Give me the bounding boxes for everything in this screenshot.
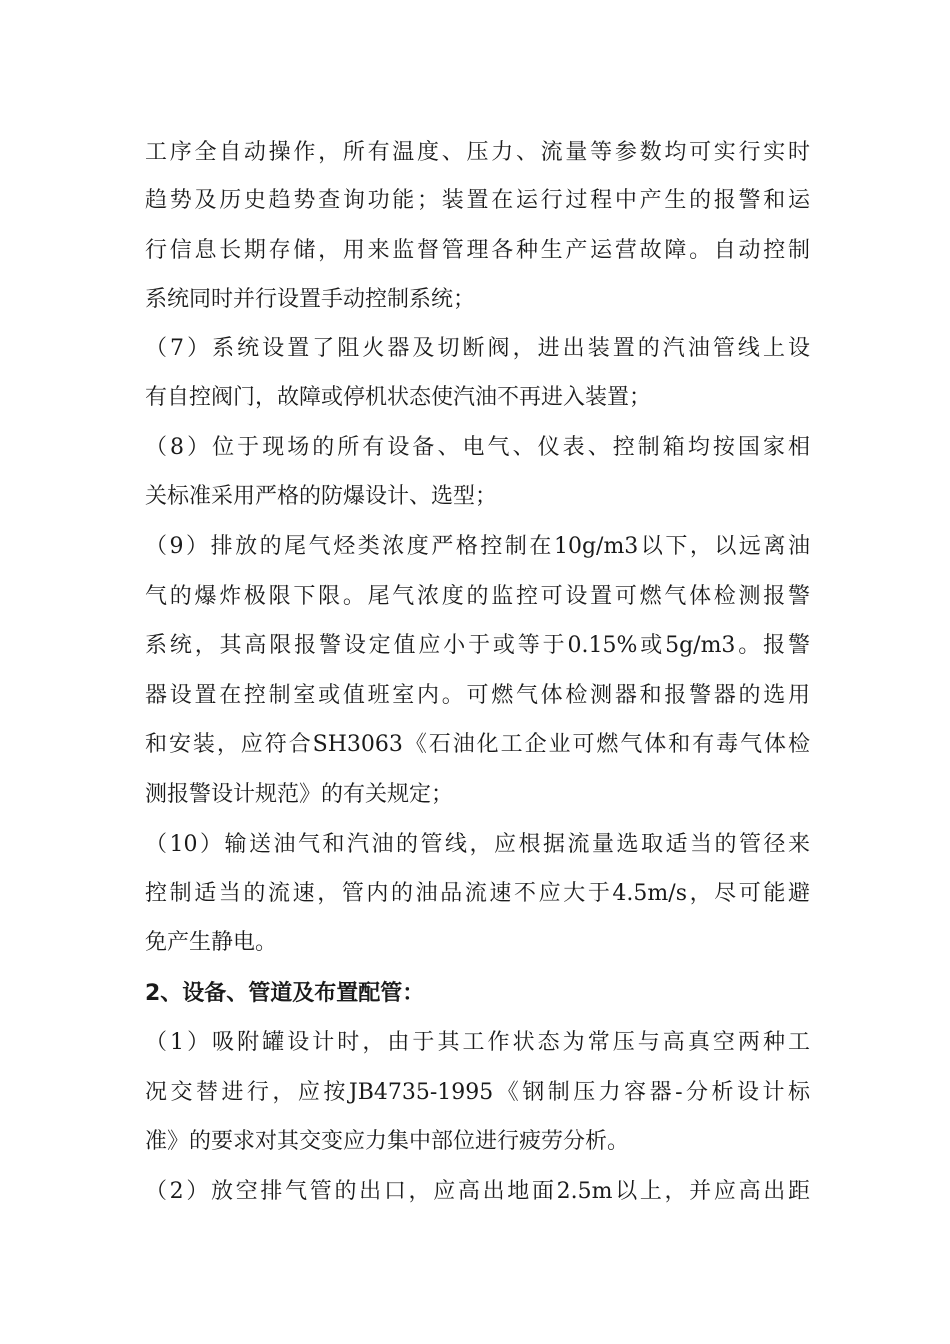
- text-line: 测报警设计规范》的有关规定；: [145, 782, 454, 807]
- text-line: 免产生静电。: [145, 930, 278, 955]
- text-line: （2）放空排气管的出口，应高出地面2.5m以上，并应高出距: [145, 1179, 810, 1204]
- text-line: 器设置在控制室或值班室内。可燃气体检测器和报警器的选用: [145, 683, 810, 708]
- text-line: 和安装，应符合SH3063《石油化工企业可燃气体和有毒气体检: [145, 732, 810, 757]
- text-line: 工序全自动操作，所有温度、压力、流量等参数均可实行实时: [145, 140, 810, 165]
- text-line: 行信息长期存储，用来监督管理各种生产运营故障。自动控制: [145, 238, 810, 263]
- text-line: 有自控阀门，故障或停机状态使汽油不再进入装置；: [145, 385, 652, 410]
- text-line: 气的爆炸极限下限。尾气浓度的监控可设置可燃气体检测报警: [145, 584, 810, 609]
- text-line: 控制适当的流速，管内的油品流速不应大于4.5m/s，尽可能避: [145, 881, 810, 906]
- text-line: （10）输送油气和汽油的管线，应根据流量选取适当的管径来: [145, 832, 810, 857]
- text-line: 况交替进行，应按JB4735-1995《钢制压力容器-分析设计标: [145, 1080, 810, 1105]
- text-line: 系统，其高限报警设定值应小于或等于0.15%或5g/m3。报警: [145, 633, 810, 658]
- text-line: 系统同时并行设置手动控制系统；: [145, 287, 476, 312]
- text-line: 准》的要求对其交变应力集中部位进行疲劳分析。: [145, 1129, 630, 1154]
- text-line: （8）位于现场的所有设备、电气、仪表、控制箱均按国家相: [145, 435, 810, 460]
- text-line: 趋势及历史趋势查询功能；装置在运行过程中产生的报警和运: [145, 188, 810, 213]
- text-line: （7）系统设置了阻火器及切断阀，进出装置的汽油管线上设: [145, 336, 810, 361]
- text-line: （9）排放的尾气烃类浓度严格控制在10g/m3以下，以远离油: [145, 534, 810, 559]
- text-line: 关标准采用严格的防爆设计、选型；: [145, 484, 498, 509]
- section-heading: 2、设备、管道及布置配管：: [145, 981, 425, 1006]
- text-line: （1）吸附罐设计时，由于其工作状态为常压与高真空两种工: [145, 1030, 810, 1055]
